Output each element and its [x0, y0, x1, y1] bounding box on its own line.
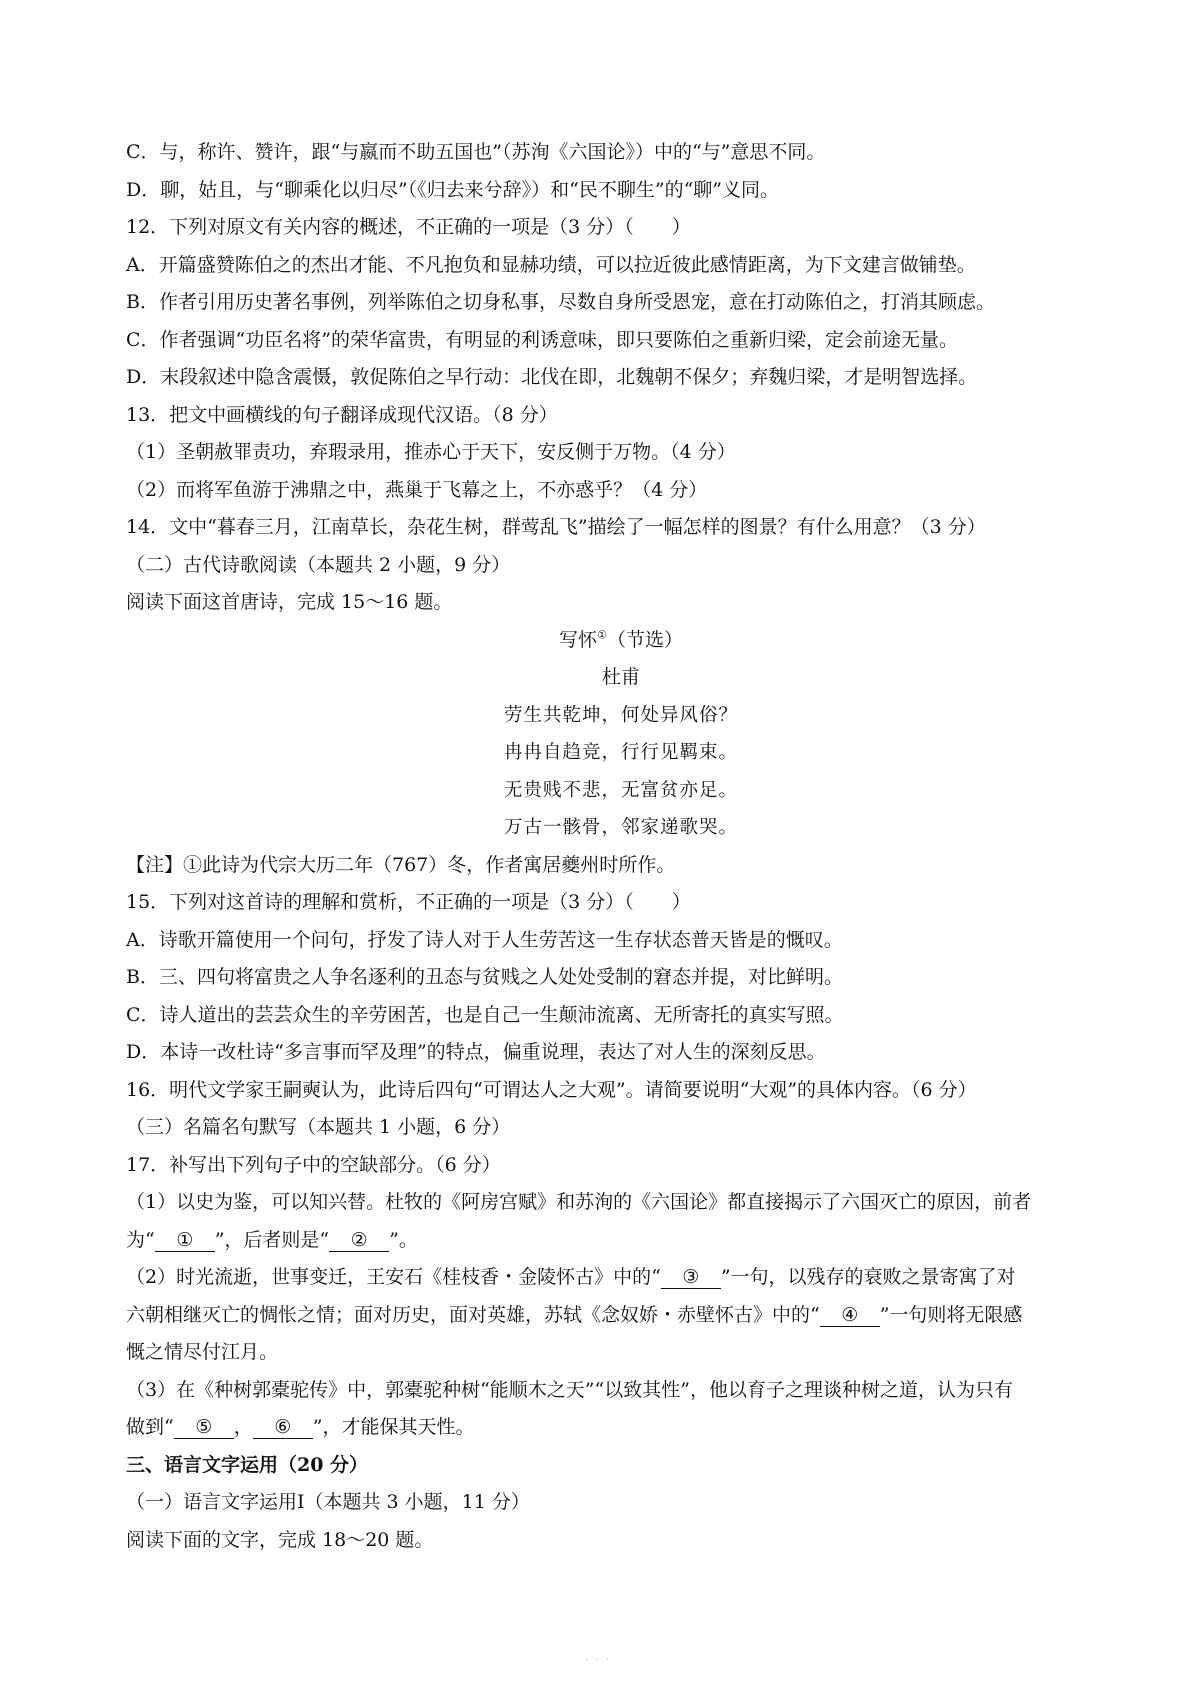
question-17-part-2-line-3: 慨之情尽付江月。	[126, 1341, 279, 1363]
poem-title	[126, 622, 1116, 660]
blank-2[interactable]: ②	[329, 1229, 389, 1252]
page-footer-mark: · · ·	[585, 1655, 611, 1666]
question-17: 17．补写出下列句子中的空缺部分。（6 分）	[126, 1153, 501, 1176]
question-17-part-1-line-1: （1）以史为鉴，可以知兴替。杜牧的《阿房宫赋》和苏洵的《六国论》都直接揭示了六国灭亡的原因，前者	[126, 1191, 1032, 1213]
question-17-part-2-line-2	[126, 1297, 1116, 1335]
question-17-part-3-line-1: （3）在《种树郭橐驼传》中，郭橐驼种树“能顺木之天”“以致其性”，他以育子之理谈种树之道，认为只有	[126, 1378, 1013, 1401]
question-13: 13．把文中画横线的句子翻译成现代汉语。（8 分）	[126, 403, 558, 426]
option-a-q15: A．诗歌开篇使用一个问句，抒发了诗人对于人生劳苦这一生存状态普天皆是的慨叹。	[126, 928, 843, 951]
text-segment: 做到“	[126, 1416, 174, 1438]
poetry-instruction: 阅读下面这首唐诗，完成 15～16 题。	[126, 591, 453, 613]
option-d-q15: D．本诗一改杜诗“多言事而罕及理”的特点，偏重说理，表达了对人生的深刻反思。	[126, 1041, 826, 1063]
question-13-part-2: （2）而将军鱼游于沸鼎之中，燕巢于飞幕之上，不亦惑乎？（4 分）	[126, 478, 708, 501]
question-17-part-2-line-1	[126, 1259, 1116, 1297]
question-17-part-1-line-2	[126, 1222, 1116, 1260]
option-c-q12: C．作者强调“功臣名将”的荣华富贵，有明显的利诱意味，即只要陈伯之重新归梁，定会前途无量。	[126, 328, 958, 351]
poem-title-text: 写怀	[559, 628, 598, 651]
option-d-q12: D．末段叙述中隐含震慑，敦促陈伯之早行动：北伐在即，北魏朝不保夕；弃魏归梁，才是明智选择。	[126, 366, 978, 388]
page-content	[126, 134, 1116, 1559]
text-segment: （2）时光流逝，世事变迁，王安石《桂枝香・金陵怀古》中的“	[126, 1266, 661, 1288]
blank-5[interactable]: ⑤	[174, 1416, 234, 1439]
question-14: 14．文中“暮春三月，江南草长，杂花生树，群莺乱飞”描绘了一幅怎样的图景？有什么用意？（3 分）	[126, 516, 986, 538]
option-d-q11: D．聊，姑且，与“聊乘化以归尽”（《归去来兮辞》）和“民不聊生”的“聊”义同。	[126, 178, 780, 201]
text-segment: ”。	[389, 1228, 418, 1251]
section-3-subheading: （一）语言文字运用Ⅰ（本题共 3 小题，11 分）	[126, 1491, 530, 1513]
option-b-q15: B．三、四句将富贵之人争名逐利的丑态与贫贱之人处处受制的窘态并提，对比鲜明。	[126, 966, 843, 988]
blank-4[interactable]: ④	[820, 1304, 880, 1327]
section-poetry-heading: （二）古代诗歌阅读（本题共 2 小题，9 分）	[126, 553, 511, 576]
section-3-heading: 三、语言文字运用（20 分）	[126, 1453, 369, 1476]
question-13-part-1: （1）圣朝赦罪责功，弃瑕录用，推赤心于天下，安反侧于万物。（4 分）	[126, 441, 736, 463]
blank-6[interactable]: ⑥	[253, 1416, 313, 1439]
section-recitation-heading: （三）名篇名句默写（本题共 1 小题，6 分）	[126, 1116, 511, 1138]
poem-line-2: 冉冉自趋竞，行行见羁束。	[503, 742, 738, 763]
poem-line-3: 无贵贱不悲，无富贫亦足。	[503, 779, 738, 801]
blank-3[interactable]: ③	[661, 1266, 721, 1289]
question-16: 16．明代文学家王嗣奭认为，此诗后四句“可谓达人之大观”。请简要说明“大观”的具体内容。（6 分）	[126, 1078, 977, 1101]
text-segment: ”一句则将无限感	[879, 1303, 1023, 1326]
poem-line-1: 劳生共乾坤，何处异风俗？	[503, 704, 738, 726]
poem-line-4: 万古一骸骨，邻家递歌哭。	[503, 817, 738, 838]
poem-title-suffix: （节选）	[606, 628, 683, 651]
text-segment: ”一句，以残存的衰败之景寄寓了对	[720, 1266, 1016, 1288]
option-c-q11: C．与，称许、赞许，跟“与嬴而不助五国也”（苏洵《六国论》）中的“与”意思不同。	[126, 141, 826, 163]
blank-1[interactable]: ①	[155, 1229, 215, 1252]
question-15: 15．下列对这首诗的理解和赏析，不正确的一项是（3 分）（ ）	[126, 891, 691, 913]
poem-footnote-marker: ①	[597, 628, 607, 642]
text-segment: 为“	[126, 1228, 155, 1251]
poem-note: 【注】①此诗为代宗大历二年（767）冬，作者寓居夔州时所作。	[126, 853, 676, 876]
section-3-instruction: 阅读下面的文字，完成 18～20 题。	[126, 1528, 434, 1551]
text-segment: 六朝相继灭亡的惆怅之情；面对历史，面对英雄，苏轼《念奴娇・赤壁怀古》中的“	[126, 1303, 820, 1326]
text-segment: ，	[233, 1416, 253, 1438]
question-17-part-3-line-2	[126, 1409, 1116, 1447]
option-b-q12: B．作者引用历史著名事例，列举陈伯之切身私事，尽数自身所受恩宠，意在打动陈伯之，打消其顾虑。	[126, 291, 995, 313]
poem-author: 杜甫	[601, 666, 640, 688]
question-12: 12．下列对原文有关内容的概述，不正确的一项是（3 分）（ ）	[126, 216, 691, 238]
text-segment: ”，才能保其天性。	[312, 1416, 475, 1438]
text-segment: ”，后者则是“	[214, 1228, 330, 1251]
option-c-q15: C．诗人道出的芸芸众生的辛劳困苦，也是自己一生颠沛流离、无所寄托的真实写照。	[126, 1003, 844, 1026]
option-a-q12: A．开篇盛赞陈伯之的杰出才能、不凡抱负和显赫功绩，可以拉近彼此感情距离，为下文建言做铺垫。	[126, 253, 976, 276]
